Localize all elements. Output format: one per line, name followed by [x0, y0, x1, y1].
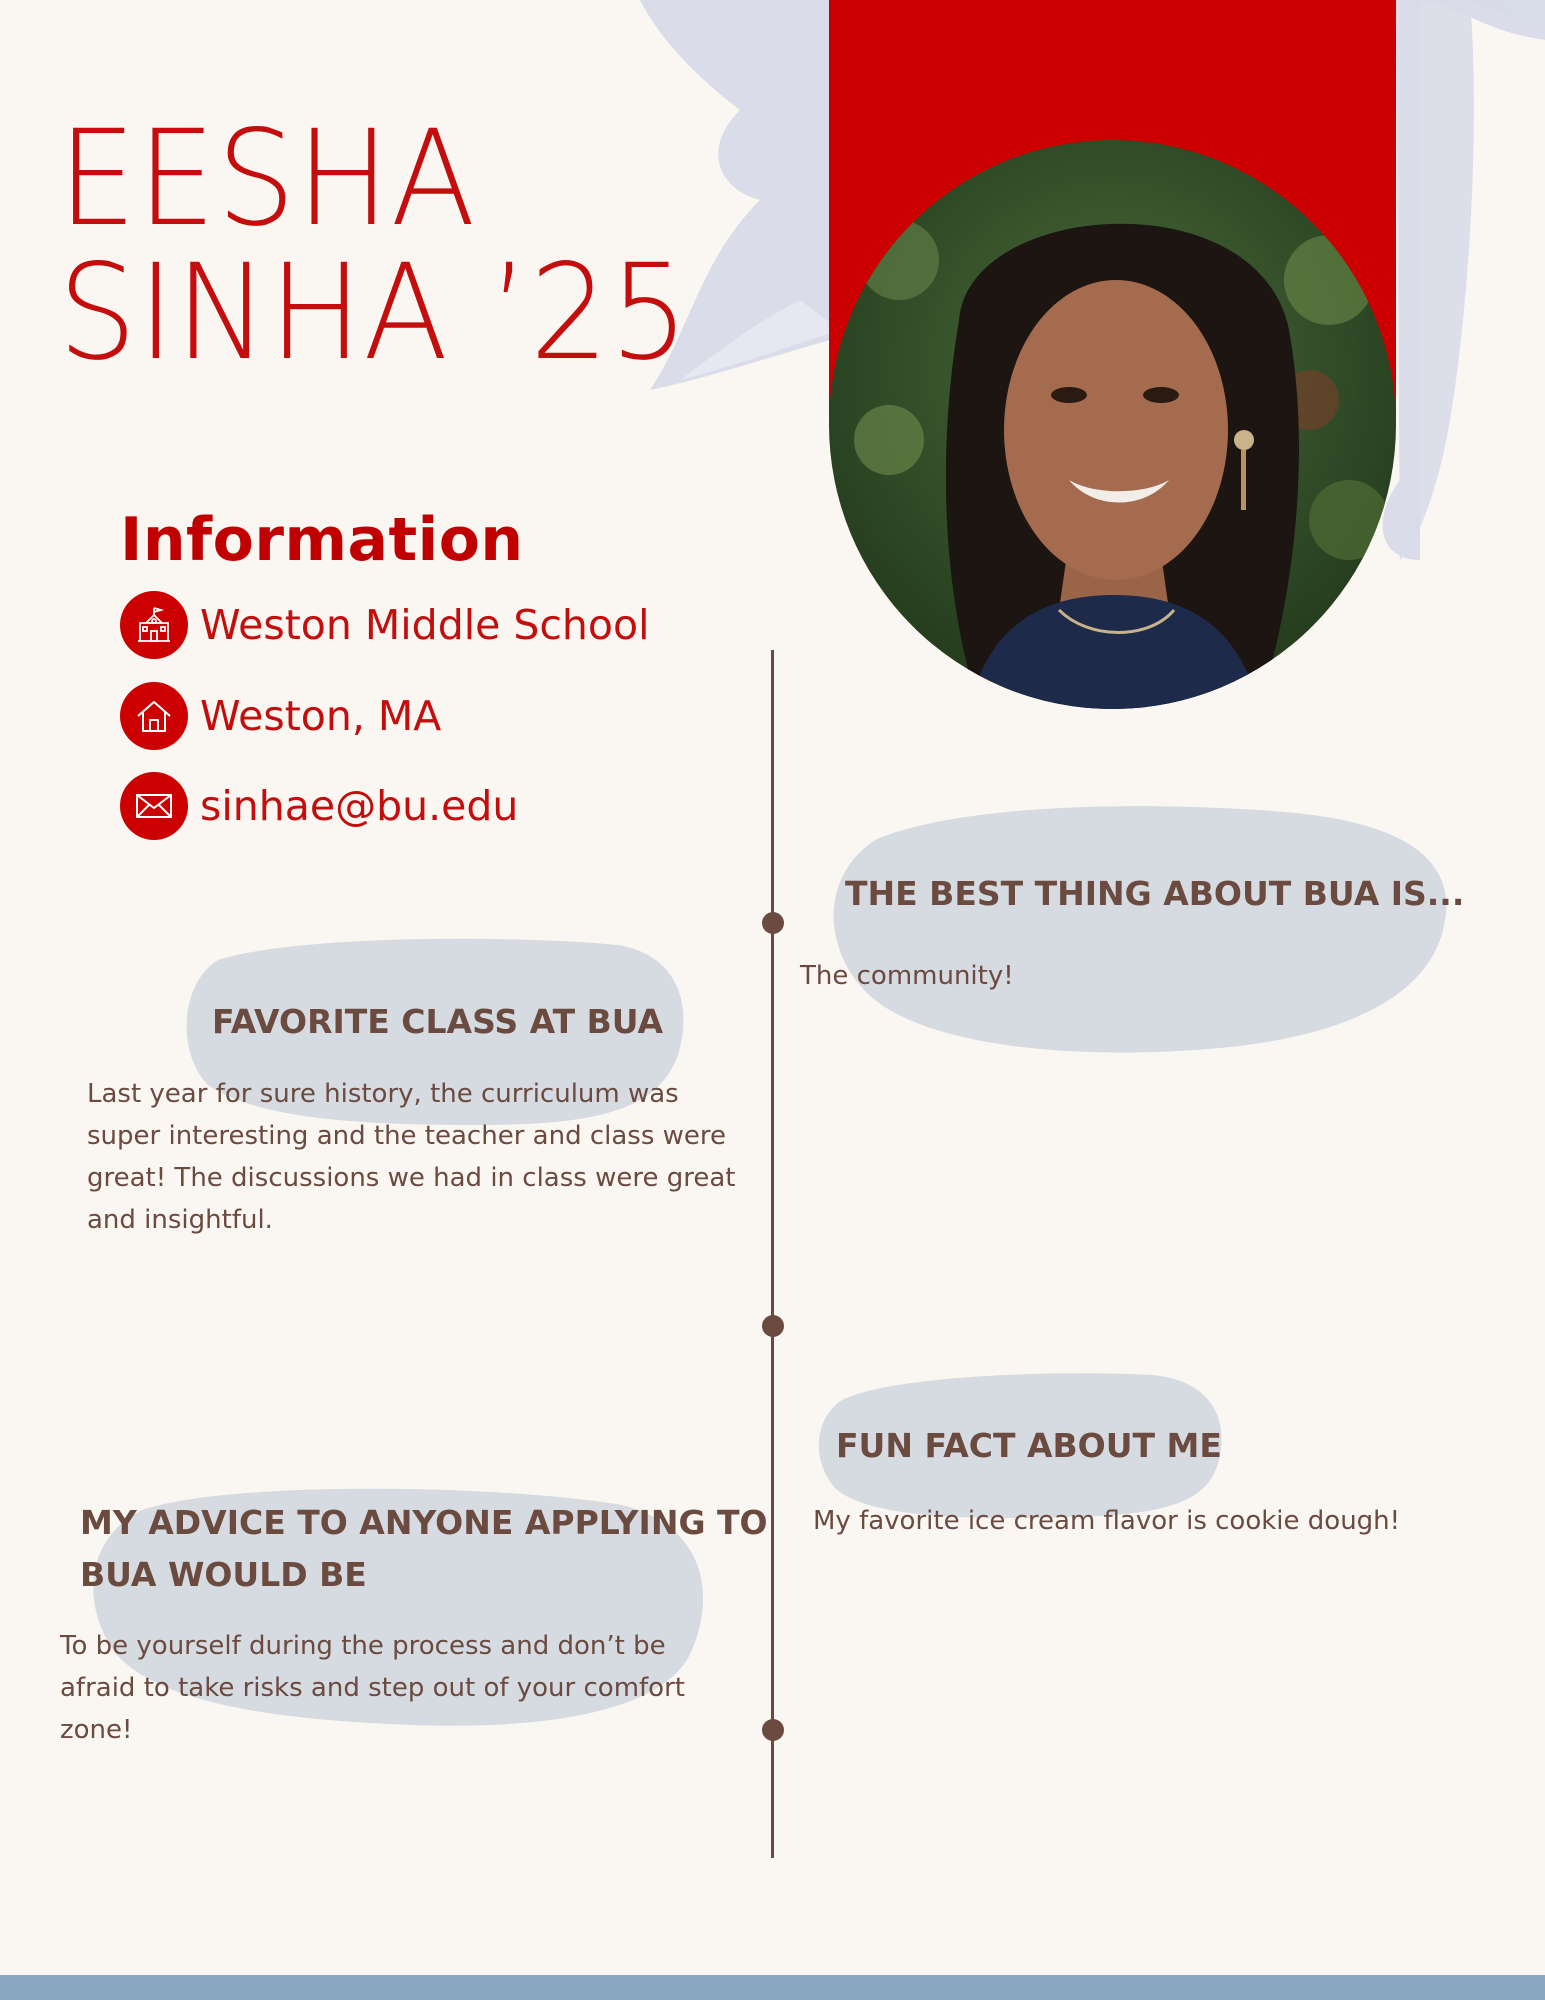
- student-name: [58, 102, 690, 390]
- fun-fact-body: My favorite ice cream flavor is cookie dough!: [813, 1506, 1401, 1536]
- advice-heading-line-2: BUA WOULD BE: [80, 1555, 367, 1594]
- envelope-icon: [120, 772, 188, 840]
- favorite-class-heading: FAVORITE CLASS AT BUA: [212, 1002, 664, 1041]
- info-email-text[interactable]: sinhae@bu.edu: [200, 782, 519, 830]
- timeline-dot: [762, 912, 784, 934]
- info-item-email: [120, 772, 518, 840]
- info-item-location: [120, 682, 441, 750]
- school-icon: [120, 591, 188, 659]
- profile-photo: [829, 140, 1396, 709]
- house-icon: [120, 682, 188, 750]
- footer-bar: [0, 1975, 1545, 2000]
- timeline-line: [771, 650, 774, 1858]
- information-heading: Information: [120, 505, 524, 575]
- advice-heading: [80, 1497, 768, 1601]
- info-school-text: Weston Middle School: [200, 601, 650, 649]
- timeline-dot: [762, 1719, 784, 1741]
- info-location-text: Weston, MA: [200, 692, 442, 740]
- info-item-school: [120, 591, 649, 659]
- blob-best-thing: [815, 800, 1455, 1060]
- name-line-2: SINHA ’25: [58, 236, 690, 390]
- advice-body: To be yourself during the process and don’t be afraid to take risks and step out of your comfort zone!: [60, 1631, 685, 1745]
- best-thing-body: The community!: [800, 961, 1014, 991]
- favorite-class-body: Last year for sure history, the curriculum was super interesting and the teacher and class were great! The discussions we had in class were great and insightful.: [87, 1079, 736, 1235]
- timeline-dot: [762, 1315, 784, 1337]
- fun-fact-heading: FUN FACT ABOUT ME: [836, 1426, 1222, 1465]
- advice-heading-line-1: MY ADVICE TO ANYONE APPLYING TO: [80, 1503, 768, 1542]
- best-thing-heading: THE BEST THING ABOUT BUA IS...: [845, 874, 1465, 913]
- name-line-1: EESHA: [58, 102, 477, 256]
